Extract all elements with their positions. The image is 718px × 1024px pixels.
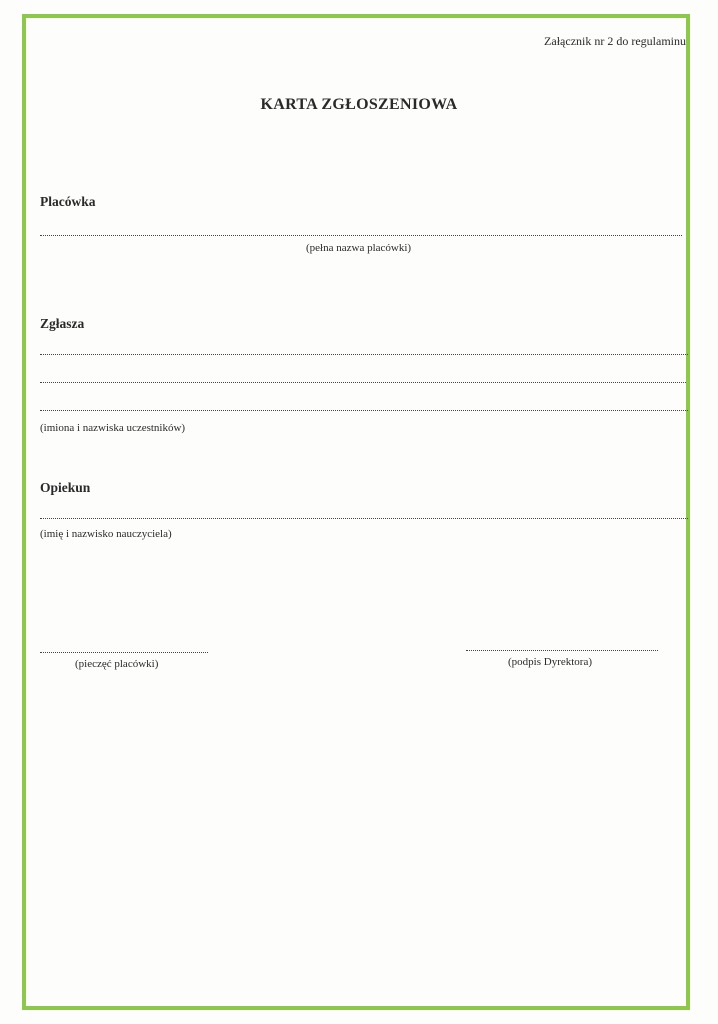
placowka-hint: (pełna nazwa placówki) xyxy=(306,242,412,254)
stamp-hint: (pieczęć placówki) xyxy=(75,658,159,670)
stamp-line[interactable] xyxy=(40,652,208,653)
opiekun-line[interactable] xyxy=(40,518,688,519)
zglasza-hint: (imiona i nazwiska uczestników) xyxy=(40,422,186,434)
placowka-line[interactable] xyxy=(40,235,682,236)
placowka-heading: Placówka xyxy=(40,194,96,209)
zglasza-heading: Zgłasza xyxy=(40,316,85,331)
page-title: KARTA ZGŁOSZENIOWA xyxy=(260,96,458,113)
zglasza-line-2[interactable] xyxy=(40,382,686,383)
director-signature-line[interactable] xyxy=(466,650,658,651)
green-frame xyxy=(22,14,690,1010)
attachment-note: Załącznik nr 2 do regulaminu xyxy=(544,34,686,48)
opiekun-hint: (imię i nazwisko nauczyciela) xyxy=(40,528,172,540)
zglasza-line-1[interactable] xyxy=(40,354,688,355)
director-hint: (podpis Dyrektora) xyxy=(508,656,593,668)
zglasza-line-3[interactable] xyxy=(40,410,688,411)
opiekun-heading: Opiekun xyxy=(40,480,91,495)
